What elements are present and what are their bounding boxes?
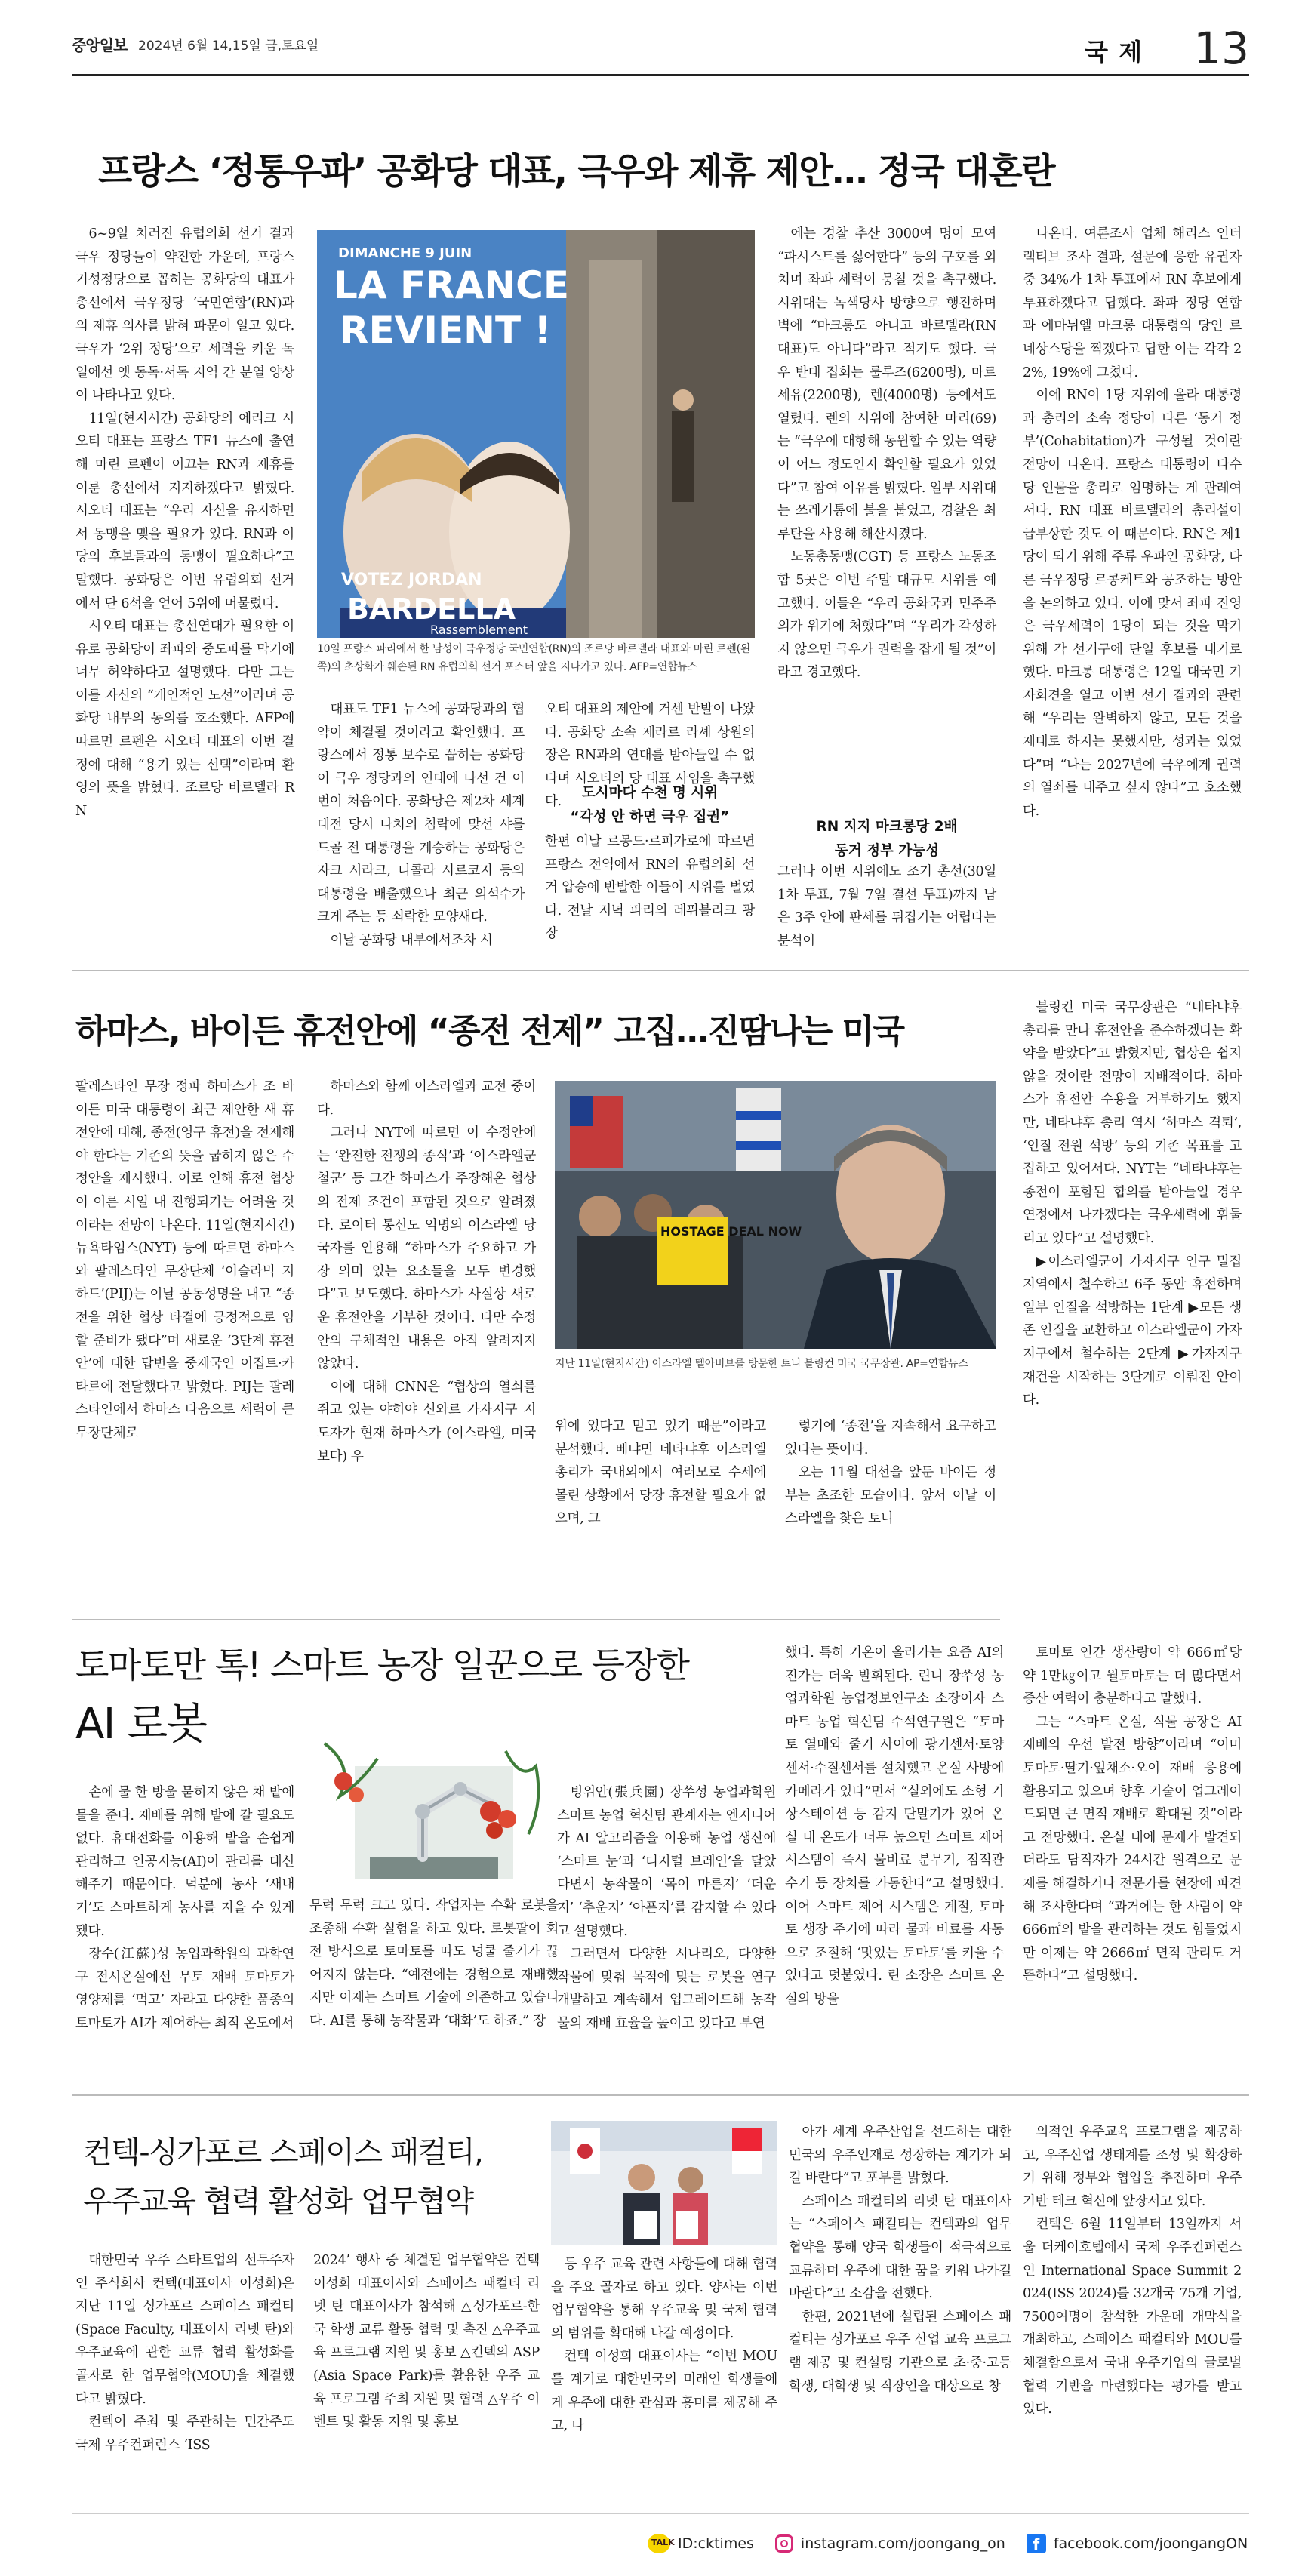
divider-3	[72, 2094, 1249, 2096]
article3-col4: 했다. 특히 기온이 올라가는 요즘 AI의 진가는 더욱 발휘된다. 린니 장쑤성 농업과학원 농업정보연구소 소장이자 스마트 농업 혁신팀 수석연구원은 “토마토 열매와 줄기 사이에 광기센서·토양센서·수질센서를 설치했고 온실 사방에 카메라가 있다”면서 “실외에도 소형 기상스테이션 등 감지 단말기가 있어 온실 내 온도가 너무 높으면 스마트 제어 시스템이 즉시 물비료 분무기, 점적관수기 등 장치를 가동한다”고 설명했다. 이어 스마트 제어 시스템은 계절, 토마토 생장 주기에 따라 물과 비료를 자동으로 조절해 ‘맛있는 토마토’를 키울 수 있다고 덧붙였다. 린 소장은 스마트 온실의 방울	[785, 1645, 1004, 2007]
paper-name: 중앙일보	[72, 36, 128, 54]
article2-col1: 팔레스타인 무장 정파 하마스가 조 바이든 미국 대통령이 최근 제안한 새 휴전안에 대해, 종전(영구 휴전)을 전제해야 한다는 기존의 뜻을 굽히지 않은 수정안을 제시했다. 이로 인해 휴전 협상이 이른 시일 내 진행되기는 어려울 것이라는 전망이 나온다. 11일(현지시간) 뉴욕타임스(NYT) 등에 따르면 하마스와 팔레스타인 무장단체 ‘이슬라믹 지하드’(PIJ)는 이날 공동성명을 내고 “종전을 위한 협상 타결에 긍정적으로 임할 준비가 됐다”며 새로운 ‘3단계 휴전안’에 대한 답변을 중재국인 이집트·카타르에 전달했다고 밝혔다. PIJ는 팔레스타인에서 하마스 다음으로 세력이 큰 무장단체로	[75, 1079, 294, 1441]
article1-col4b: 그러나 이번 시위에도 조기 총선(30일 1차 투표, 7월 7일 결선 투표)까지 남은 3주 안에 판세를 뒤집기는 어렵다는 분석이	[777, 864, 996, 949]
instagram-icon	[775, 2534, 793, 2553]
paragraph: 컨텍은 6월 11일부터 13일까지 서울 더케이호텔에서 국제 우주컨퍼런스인 International Space Summit 2024(ISS 2024)를 32개국 75개 기업, 7500여명이 참석한 가운데 개막식을 개최하고, 스페이스 패컬티와 MOU를 체결함으로서 국내 우주기업의 글로벌 협력 기반을 마련했다는 평가를 받고 있다.	[1023, 2217, 1242, 2418]
article2-photo-caption: 지난 11일(현지시간) 이스라엘 텔아비브를 방문한 토니 블링컨 미국 국무장관. AP=연합뉴스	[555, 1358, 968, 1370]
article1-headline: 프랑스 ‘정통우파’ 공화당 대표, 극우와 제휴 제안… 정국 대혼란	[98, 151, 1055, 192]
article3-headline-line1: 토마토만 톡! 스마트 농장 일꾼으로 등장한	[75, 1645, 689, 1685]
paragraph: 컨텍 이성희 대표이사는 “이번 MOU를 계기로 대한민국의 미래인 학생들에게 우주에 대한 관심과 흥미를 제공해 주고, 나	[551, 2349, 777, 2434]
paragraph: 손에 물 한 방울 묻히지 않은 채 밭에 물을 준다. 재배를 위해 밭에 갈 필요도 없다. 휴대전화를 이용해 밭을 손쉽게 관리하고 인공지능(AI)이 관리를 대신해주기 때문이다. 덕분에 농사 ‘새내기’도 스마트하게 농사를 지을 수 있게 됐다.	[75, 1785, 294, 1939]
hostage-sign-text: HOSTAGE DEAL NOW	[660, 1224, 802, 1239]
paragraph: 이날 공화당 내부에서조차 시	[330, 932, 493, 948]
paragraph: 아가 세계 우주산업을 선도하는 대한민국의 우주인재로 성장하는 계기가 되길 바란다”고 포부를 밝혔다.	[789, 2125, 1011, 2187]
paragraph: 컨텍이 주최 및 주관하는 민간주도 국제 우주컨퍼런스 ‘ISS	[75, 2414, 294, 2453]
paragraph: 에는 경찰 추산 3000여 명이 모여 “파시스트를 싫어한다” 등의 구호를 외치며 좌파 세력이 뭉칠 것을 촉구했다. 시위대는 녹색당사 방향으로 행진하며 벽에 “마크롱도 아니고 바르델라(RN 대표)도 아니다”라고 적기도 했다. 극우 반대 집회는 룰루즈(6200명), 마르세유(2200명), 렌(4000명) 등에서도 열렸다. 렌의 시위에 참여한 마리(69)는 “극우에 대항해 동원할 수 있는 역량이 어느 정도인지 확인할 필요가 있었다”고 참여 이유를 밝혔다. 일부 시위대는 쓰레기통에 불을 붙였고, 경찰은 최루탄을 사용해 해산시켰다.	[777, 226, 996, 542]
paragraph: 6~9일 치러진 유럽의회 선거 결과 극우 정당들이 약진한 가운데, 프랑스 기성정당으로 꼽히는 공화당의 대표가 총선에서 극우정당 ‘국민연합’(RN)과의 제휴 의사를 밝혀 파문이 일고 있다. 극우가 ‘2위 정당’으로 세력을 키운 독일에선 옛 동독·서독 지역 간 분열 양상이 나타나고 있다.	[75, 226, 294, 404]
paragraph: 장수(江蘇)성 농업과학원의 과학연구 전시온실에선 무토 재배 토마토가 영양제를 ‘먹고’ 자라고 다양한 품종의 토마토가 AI가 제어하는 최적 온도에서	[75, 1947, 294, 2031]
facebook-link[interactable]: facebook.com/joongangON	[1053, 2535, 1248, 2552]
paragraph: 노동총동맹(CGT) 등 프랑스 노동조합 5곳은 이번 주말 대규모 시위를 예고했다. 이들은 “우리 공화국과 민주주의가 위기에 처했다”며 “우리가 각성하지 않으면 극우가 권력을 잡게 될 것”이라고 경고했다.	[777, 549, 996, 681]
paragraph: 한편, 2021년에 설립된 스페이스 패컬티는 싱가포르 우주 산업 교육 프로그램 제공 및 컨설팅 기관으로 초·중·고등학생, 대학생 및 직장인을 대상으로 창	[789, 2309, 1011, 2394]
article2-photo	[555, 1081, 996, 1349]
article1-col3: 오티 대표의 제안에 거센 반발이 나왔다. 공화당 소속 제라르 라셰 상원의장은 RN과의 연대를 받아들일 수 없다며 시오티의 당 대표 사임을 촉구했다.	[545, 702, 755, 810]
article3-robot-image	[309, 1736, 559, 1887]
article2-col2	[317, 1076, 536, 1604]
article2-col4	[785, 1415, 996, 1604]
article4-headline-line2: 우주교육 협력 활성화 업무협약	[83, 2184, 473, 2219]
article1-subhead-a: 도시마다 수천 명 시위 “각성 안 하면 극우 집권”	[570, 785, 730, 825]
article1-photo	[317, 230, 755, 638]
paragraph: 오는 11월 대선을 앞둔 바이든 정부는 초조한 모습이다. 앞서 이날 이스라엘을 찾은 토니	[785, 1465, 996, 1527]
paragraph: 블링컨 미국 국무장관은 “네타냐후 총리를 만나 휴전안을 준수하겠다는 확약을 받았다”고 밝혔지만, 협상은 쉽지 않을 것이란 전망이 지배적이다. 하마스가 휴전안 수용을 거부하기도 했지만, 네타냐후 총리 역시 ‘하마스 격퇴’, ‘인질 전원 석방’ 등의 기존 목표를 고집하고 있어서다. NYT는 “네타냐후는 종전이 포함된 합의를 받아들일 경우 연정에서 나가겠다는 극우세력에 휘둘리고 있다”고 설명했다.	[1023, 1000, 1242, 1246]
article4-col2: 2024’ 행사 중 체결된 업무협약은 컨텍 이성희 대표이사와 스페이스 패컬티 리넷 탄 대표이사가 참석해 △싱가포르-한국 학생 교류 활동 협력 및 촉진 △우주교육 프로그램 지원 및 홍보 △컨텍의 ASP(Asia Space Park)를 활용한 우주 교육 프로그램 주최 지원 및 협력 △우주 이벤트 및 활동 지원 및 홍보	[313, 2253, 540, 2430]
kakao-link[interactable]: ID:cktimes	[678, 2535, 754, 2552]
article4-headline-line1: 컨텍-싱가포르 스페이스 패컬티,	[83, 2135, 483, 2170]
paragraph: 시오티 대표는 총선연대가 필요한 이유로 공화당이 좌파와 중도파를 막기에 너무 허약하다고 설명했다. 다만 그는 이를 자신의 “개인적인 노선”이라며 공화당 내부의 동의를 호소했다. AFP에 따르면 르펜은 시오티 대표의 이번 결정에 대해 “용기 있는 선택”이라며 환영의 뜻을 밝혔다. 조르당 바르델라 RN	[75, 619, 294, 819]
paragraph: 렇기에 ‘종전’을 지속해서 요구하고 있다는 뜻이다.	[785, 1419, 996, 1457]
article1-col2	[317, 698, 525, 955]
article1-col5	[1023, 223, 1242, 955]
article4-photo	[551, 2121, 777, 2245]
facebook-icon: f	[1027, 2534, 1046, 2553]
poster-name: BARDELLA	[347, 592, 516, 626]
poster-line1: LA FRANCE	[334, 263, 570, 307]
article3-col5	[1023, 1642, 1242, 2076]
article3-col3	[557, 1781, 776, 2076]
divider-2	[72, 1619, 1000, 1620]
article1-col3b: 한편 이날 르몽드·르피가로에 따르면 프랑스 전역에서 RN의 유럽의회 선거 압승에 반발한 이들이 시위를 벌였다. 전날 저녁 파리의 레퓌블리크 광장	[545, 834, 755, 942]
paragraph: 그러나 NYT에 따르면 이 수정안에는 ‘완전한 전쟁의 종식’과 ‘이스라엘군 철군’ 등 그간 하마스가 주장해온 협상의 전제 조건이 포함된 것으로 알려졌다. 로이터 통신도 익명의 이스라엘 당국자를 인용해 “하마스가 주요하고 가장 의미 있는 요소들을 모두 변경했다”고 보도했다. 하마스가 사실상 새로운 휴전안을 거부한 것이다. 다만 수정안의 구체적인 내용은 아직 알려지지 않았다.	[317, 1125, 536, 1372]
paragraph: 그러면서 다양한 시나리오, 다양한 작물에 맞춰 목적에 맞는 로봇을 연구개발하고 계속해서 업그레이드해 농작물의 재배 효율을 높이고 있다고 부연	[557, 1947, 776, 2031]
article1-subhead-b: RN 지지 마크롱당 2배 동거 정부 가능성	[816, 819, 958, 859]
article4-col1	[75, 2249, 294, 2506]
page-number: 13	[1193, 23, 1249, 74]
article3-col1	[75, 1781, 294, 2076]
paragraph: 11일(현지시간) 공화당의 에리크 시오티 대표는 프랑스 TF1 뉴스에 출연해 마린 르펜이 이끄는 RN과 제휴를 이룬 총선에서 지지하겠다고 밝혔다. 시오티 대표는 “우리 자신을 유지하면서 동맹을 맺을 필요가 있다. RN과 이 당의 후보들과의 동맹이 필요하다”고 말했다. 공화당은 이번 유럽의회 선거에서 단 6석을 얻어 5위에 머물렀다.	[75, 411, 294, 611]
paragraph: 나온다. 여론조사 업체 해리스 인터랙티브 조사 결과, 설문에 응한 유권자 중 34%가 1차 투표에서 RN 후보에게 투표하겠다고 답했다. 좌파 정당 연합과 에마뉘엘 마크롱 대통령의 당인 르네상스당을 찍겠다고 답한 이는 각각 22%, 19%에 그쳤다.	[1023, 226, 1242, 380]
article1-col1	[75, 223, 294, 947]
divider-1	[72, 970, 1249, 971]
paragraph: 대한민국 우주 스타트업의 선두주자인 주식회사 컨텍(대표이사 이성희)은 지난 11일 싱가포르 스페이스 패컬티(Space Faculty, 대표이사 리넷 탄)와 우주교육에 관한 교류 협력 활성화를 골자로 한 업무협약(MOU)을 체결했다고 밝혔다.	[75, 2253, 294, 2407]
paragraph: 그는 “스마트 온실, 식물 공장은 AI 재배의 우선 발전 방향”이라며 “이미 토마토·딸기·잎채소·오이 재배 응용에 활용되고 있으며 향후 기술이 업그레이드되면 큰 면적 재배로 확대될 것”이라고 전망했다. 온실 내에 문제가 발견되더라도 담직자가 24시간 원격으로 문제를 해결하거나 전문가를 현장에 파견해 조사한다며 “과거에는 한 사람이 약 666㎡의 밭을 관리하는 것도 힘들었지만 이제는 약 2666㎡ 면적 관리도 거뜬하다”고 설명했다.	[1023, 1714, 1242, 1984]
paragraph: 하마스와 함께 이스라엘과 교전 중이다.	[317, 1079, 536, 1118]
article4-col5	[1023, 2121, 1242, 2506]
paragraph: 대표도 TF1 뉴스에 공화당과의 협약이 체결될 것이라고 확인했다. 프랑스에서 정통 보수로 꼽히는 공화당이 극우 정당과의 연대에 나선 건 이번이 처음이다. 공화당은 제2차 세계 대전 당시 나치의 침략에 맞선 샤를드골 전 대통령을 계승하는 공화당은 자크 시라크, 니콜라 사르코지 등의 대통령을 배출했으나 최근 의석수가 크게 주는 등 쇠락한 모양새다.	[317, 702, 525, 925]
article2-col5	[1023, 996, 1242, 1604]
masthead	[72, 23, 1249, 76]
paragraph: 스페이스 패컬티의 리넷 탄 대표이사는 “스페이스 패컬티는 컨텍과의 업무협약을 통해 양국 학생들이 적극적으로 교류하며 우주에 대한 꿈을 키워 나가길 바란다”고 소감을 전했다.	[789, 2193, 1011, 2302]
poster-vote: VOTEZ JORDAN	[341, 571, 482, 589]
article4-col3	[551, 2253, 777, 2506]
footer-divider	[72, 2513, 1249, 2514]
article2-headline: 하마스, 바이든 휴전안에 “종전 전제” 고집…진땀나는 미국	[75, 1012, 904, 1051]
article1-col4	[777, 223, 996, 804]
kakao-icon: TALK	[648, 2534, 670, 2553]
paragraph: 등 우주 교육 관련 사항들에 대해 협력을 주요 골자로 하고 있다. 양사는 이번 업무협약을 통해 우주교육 및 국제 협력의 범위를 확대해 나갈 예정이다.	[551, 2257, 777, 2341]
paragraph: 토마토 연간 생산량이 약 666㎡당 약 1만㎏이고 월토마토는 더 많다면서 증산 여력이 충분하다고 말했다.	[1023, 1645, 1242, 1707]
issue-date: 2024년 6월 14,15일 금,토요일	[138, 38, 319, 54]
poster-sub: Rassemblement	[430, 623, 528, 637]
article1-photo-caption: 10일 프랑스 파리에서 한 남성이 극우정당 국민연합(RN)의 조르당 바르델라 대표와 마린 르펜(왼쪽)의 초상화가 훼손된 RN 유럽의회 선거 포스터 앞을 지나가고 있다. AFP=연합뉴스	[317, 643, 751, 673]
paragraph: 빙위안(張兵園) 장쑤성 농업과학원 스마트 농업 혁신팀 관계자는 엔지니어가 AI 알고리즘을 이용해 농업 생산에 ‘스마트 눈’과 ‘디지털 브레인’을 달았다면서 농작물이 ‘목이 마른지’ ‘더운지’ ‘추운지’ ‘아픈지’를 감지할 수 있다고 설명했다.	[557, 1785, 776, 1939]
article2-col3: 위에 있다고 믿고 있기 때문”이라고 분석했다. 베냐민 네타냐후 이스라엘 총리가 국내외에서 여러모로 수세에 몰린 상황에서 당장 휴전할 필요가 없으며, 그	[555, 1419, 766, 1527]
poster-line2: REVIENT !	[340, 309, 552, 352]
paragraph: 이에 RN이 1당 지위에 올라 대통령과 총리의 소속 정당이 다른 ‘동거 정부’(Cohabitation)가 구성될 것이란 전망이 나온다. 프랑스 대통령이 다수당 인물을 총리로 임명하는 게 관례여서다. RN 대표 바르델라의 총리설이 급부상한 것도 이 때문이다. RN은 제1당이 되기 위해 주류 우파인 공화당, 다른 극우정당 르콩케트와 공조하는 방안을 논의하고 있다. 이에 맞서 좌파 진영은 극우세력이 1당이 되는 것을 막기 위해 각 선거구에 단일 후보를 내기로 했다. 마크롱 대통령은 12일 대국민 기자회견을 열고 이번 선거 결과와 관련해 “우리는 완벽하지 않고, 모든 것을 제대로 하지는 못했지만, 성과는 있었다”며 “나는 2027년에 극우에게 권력의 열쇠를 내주고 싶지 않다”고 호소했다.	[1023, 388, 1242, 819]
instagram-link[interactable]: instagram.com/joongang_on	[800, 2535, 1005, 2552]
article3-headline-line2: AI 로봇	[75, 1700, 207, 1749]
paragraph: 이에 대해 CNN은 “협상의 열쇠를 쥐고 있는 야히야 신와르 가자지구 지도자가 현재 하마스가 (이스라엘, 미국보다) 우	[317, 1379, 536, 1464]
section-name: 국제	[1085, 38, 1153, 66]
article3-col2: 무럭 무럭 크고 있다. 작업자는 수확 로봇을 조종해 수확 실험을 하고 있다. 로봇팔이 회전 방식으로 토마토를 따도 넝쿨 줄기가 끊어지지 않는다. “예전에는 경험으로 재배했지만 이제는 스마트 기술에 의존하고 있습니다. AI를 통해 농작물과 ‘대화’도 하죠.” 장	[309, 1898, 559, 2029]
paragraph: ▶이스라엘군이 가자지구 인구 밀집지역에서 철수하고 6주 동안 휴전하며 일부 인질을 석방하는 1단계 ▶모든 생존 인질을 교환하고 이스라엘군이 가자지구에서 철수하는 2단계 ▶가자지구 재건을 시작하는 3단계로 이뤄진 안이다.	[1023, 1254, 1242, 1408]
paragraph: 의적인 우주교육 프로그램을 제공하고, 우주산업 생태계를 조성 및 확장하기 위해 정부와 협업을 추진하며 우주 기반 테크 혁신에 앞장서고 있다.	[1023, 2125, 1242, 2209]
article4-col4	[789, 2121, 1011, 2506]
footer-social	[648, 2528, 1248, 2559]
poster-date-text: DIMANCHE 9 JUIN	[338, 245, 472, 261]
